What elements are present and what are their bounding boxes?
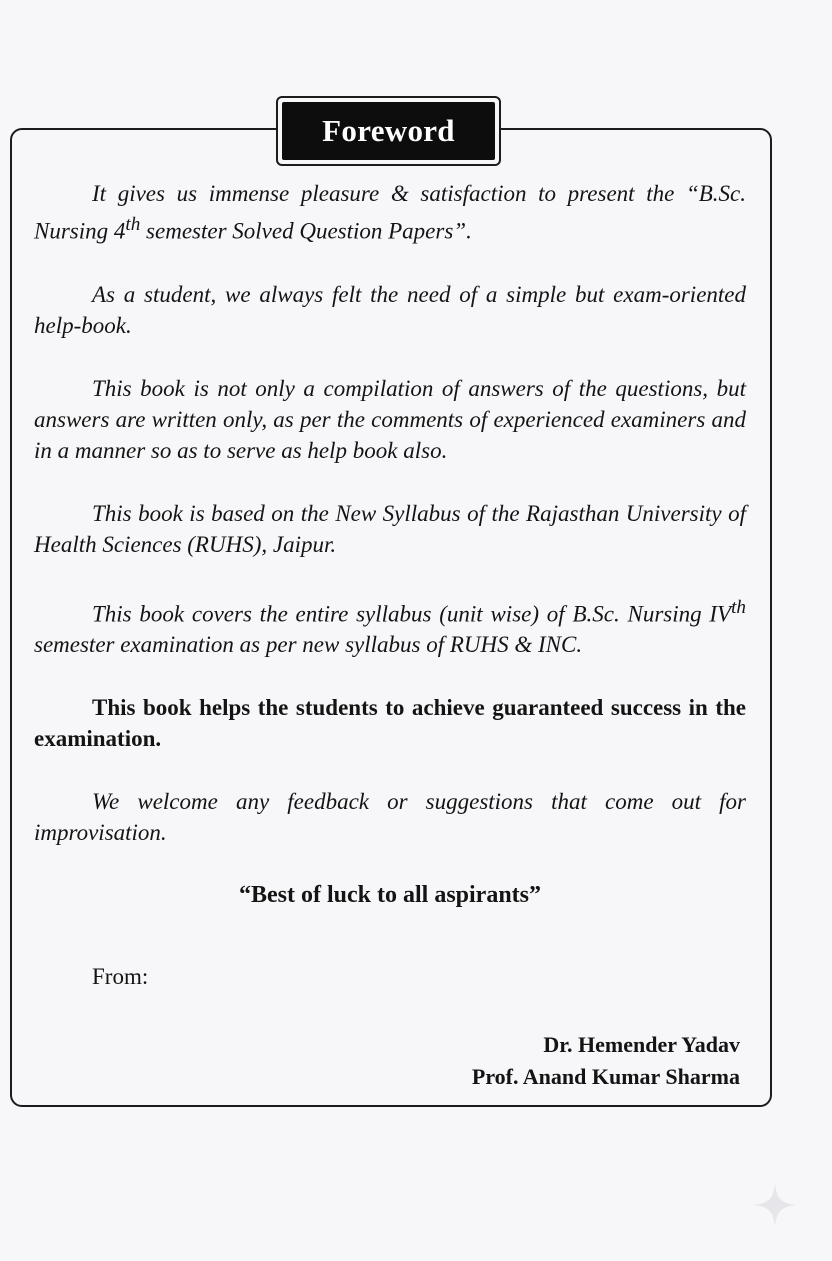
superscript-th: th	[731, 596, 746, 618]
paragraph-coverage-text: This book covers the entire syllabus (unit wise) of B.Sc. Nursing IV	[92, 601, 732, 627]
paragraph-intro	[34, 178, 746, 247]
superscript-th: th	[125, 214, 141, 235]
paragraph-coverage-text-end: semester examination as per new syllabus of RUHS & INC.	[34, 632, 583, 658]
foreword-body	[34, 178, 746, 911]
paragraph-feedback: We welcome any feedback or suggestions that come out for improvisation.	[34, 789, 746, 846]
from-label: From:	[92, 964, 149, 989]
page-title: Foreword	[282, 102, 495, 160]
paragraph-need: As a student, we always felt the need of a simple but exam-oriented help-book.	[34, 281, 746, 338]
title-box	[276, 96, 501, 166]
author-signatures	[472, 1029, 740, 1093]
closing-wish: “Best of luck to all aspirants”	[238, 882, 541, 909]
paragraph-intro-text: It gives us immense pleasure & satisfaction to present the “B.Sc. Nursing 4	[34, 181, 746, 244]
paragraph-syllabus: This book is based on the New Syllabus of the Rajasthan University of Health Sciences (RUHS), Jaipur.	[34, 500, 746, 557]
paragraph-success: This book helps the students to achieve guaranteed success in the examination.	[34, 695, 746, 752]
paragraph-compilation: This book is not only a compilation of answers of the questions, but answers are written only, as per the comments of experienced examiners and in a manner so as to serve as help book also.	[34, 375, 746, 463]
sparkle-icon	[752, 1182, 798, 1228]
paragraph-coverage	[34, 592, 746, 661]
author-name: Prof. Anand Kumar Sharma	[471, 1064, 740, 1089]
paragraph-intro-text-end: semester Solved Question Papers”.	[140, 218, 472, 244]
author-name: Dr. Hemender Yadav	[543, 1032, 740, 1057]
